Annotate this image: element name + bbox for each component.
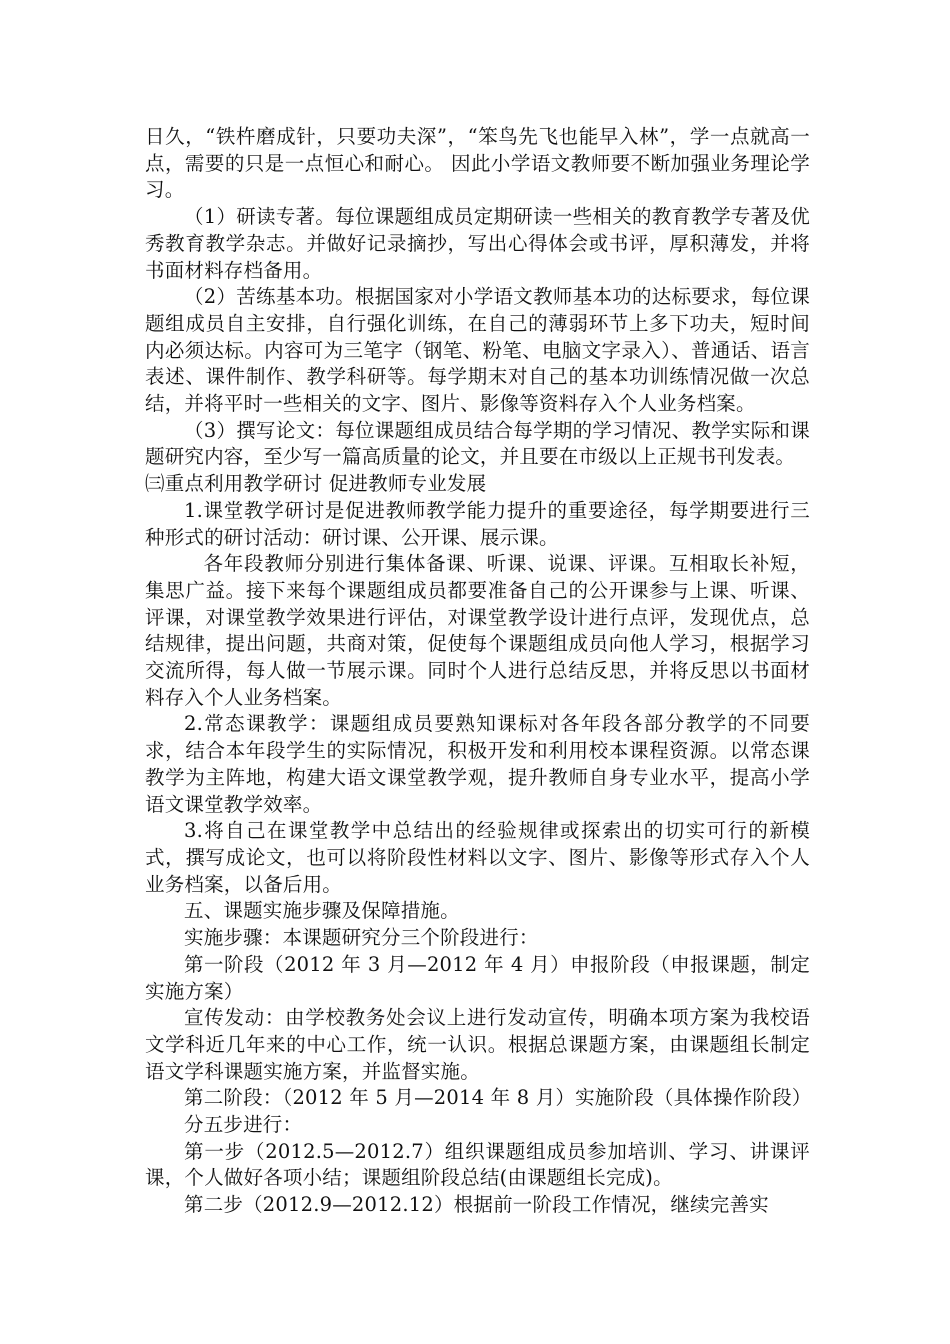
document-body <box>145 124 810 1219</box>
paragraph: 第一步（2012.5—2012.7）组织课题组成员参加培训、学习、讲课评课，个人做好各项小结；课题组阶段总结(由课题组长完成)。 <box>145 1139 810 1190</box>
paragraph: 第一阶段（2012 年 3 月—2012 年 4 月）申报阶段（申报课题，制定实施方案） <box>145 952 810 1003</box>
paragraph: 2.常态课教学：课题组成员要熟知课标对各年段各部分教学的不同要求，结合本年段学生的实际情况，积极开发和利用校本课程资源。以常态课教学为主阵地，构建大语文课堂教学观，提升教师自身专业水平，提高小学语文课堂教学效率。 <box>145 712 810 816</box>
paragraph: （2）苦练基本功。根据国家对小学语文教师基本功的达标要求，每位课题组成员自主安排，自行强化训练，在自己的薄弱环节上多下功夫，短时间内必须达标。内容可为三笔字（钢笔、粉笔、电脑文字录入）、普通话、语言表述、课件制作、教学科研等。每学期末对自己的基本功训练情况做一次总结，并将平时一些相关的文字、图片、影像等资料存入个人业务档案。 <box>145 285 810 416</box>
paragraph: 第二步（2012.9—2012.12）根据前一阶段工作情况，继续完善实 <box>184 1193 769 1217</box>
section-heading: ㈢重点利用教学研讨 促进教师专业发展 <box>145 472 487 496</box>
paragraph: （1）研读专著。每位课题组成员定期研读一些相关的教育教学专著及优秀教育教学杂志。并做好记录摘抄，写出心得体会或书评，厚积薄发，并将书面材料存档备用。 <box>145 205 810 282</box>
paragraph: 3.将自己在课堂教学中总结出的经验规律或探索出的切实可行的新模式，撰写成论文，也可以将阶段性材料以文字、图片、影像等形式存入个人业务档案，以备后用。 <box>145 819 810 896</box>
paragraph: 各年段教师分别进行集体备课、听课、说课、评课。互相取长补短，集思广益。接下来每个课题组成员都要准备自己的公开课参与上课、听课、评课，对课堂教学效果进行评估，对课堂教学设计进行点评，发现优点，总结规律，提出问题，共商对策，促使每个课题组成员向他人学习，根据学习交流所得，每人做一节展示课。同时个人进行总结反思，并将反思以书面材料存入个人业务档案。 <box>145 552 810 709</box>
section-heading: 五、课题实施步骤及保障措施。 <box>184 899 460 923</box>
paragraph: 宣传发动：由学校教务处会议上进行发动宣传，明确本项方案为我校语文学科近几年来的中心工作，统一认识。根据总课题方案，由课题组长制定语文学科课题实施方案，并监督实施。 <box>145 1006 810 1083</box>
paragraph: 1.课堂教学研讨是促进教师教学能力提升的重要途径，每学期要进行三种形式的研讨活动：研讨课、公开课、展示课。 <box>145 498 810 549</box>
paragraph: 实施步骤：本课题研究分三个阶段进行： <box>184 926 539 950</box>
paragraph: 第二阶段：（2012 年 5 月—2014 年 8 月）实施阶段（具体操作阶段） <box>184 1086 812 1110</box>
paragraph: （3）撰写论文：每位课题组成员结合每学期的学习情况、教学实际和课题研究内容，至少写一篇高质量的论文，并且要在市级以上正规书刊发表。 <box>145 418 810 469</box>
paragraph: 分五步进行： <box>184 1113 303 1137</box>
paragraph: 日久，“铁杵磨成针，只要功夫深”，“笨鸟先飞也能早入林”，学一点就高一点，需要的只是一点恒心和耐心。 因此小学语文教师要不断加强业务理论学习。 <box>145 125 810 202</box>
